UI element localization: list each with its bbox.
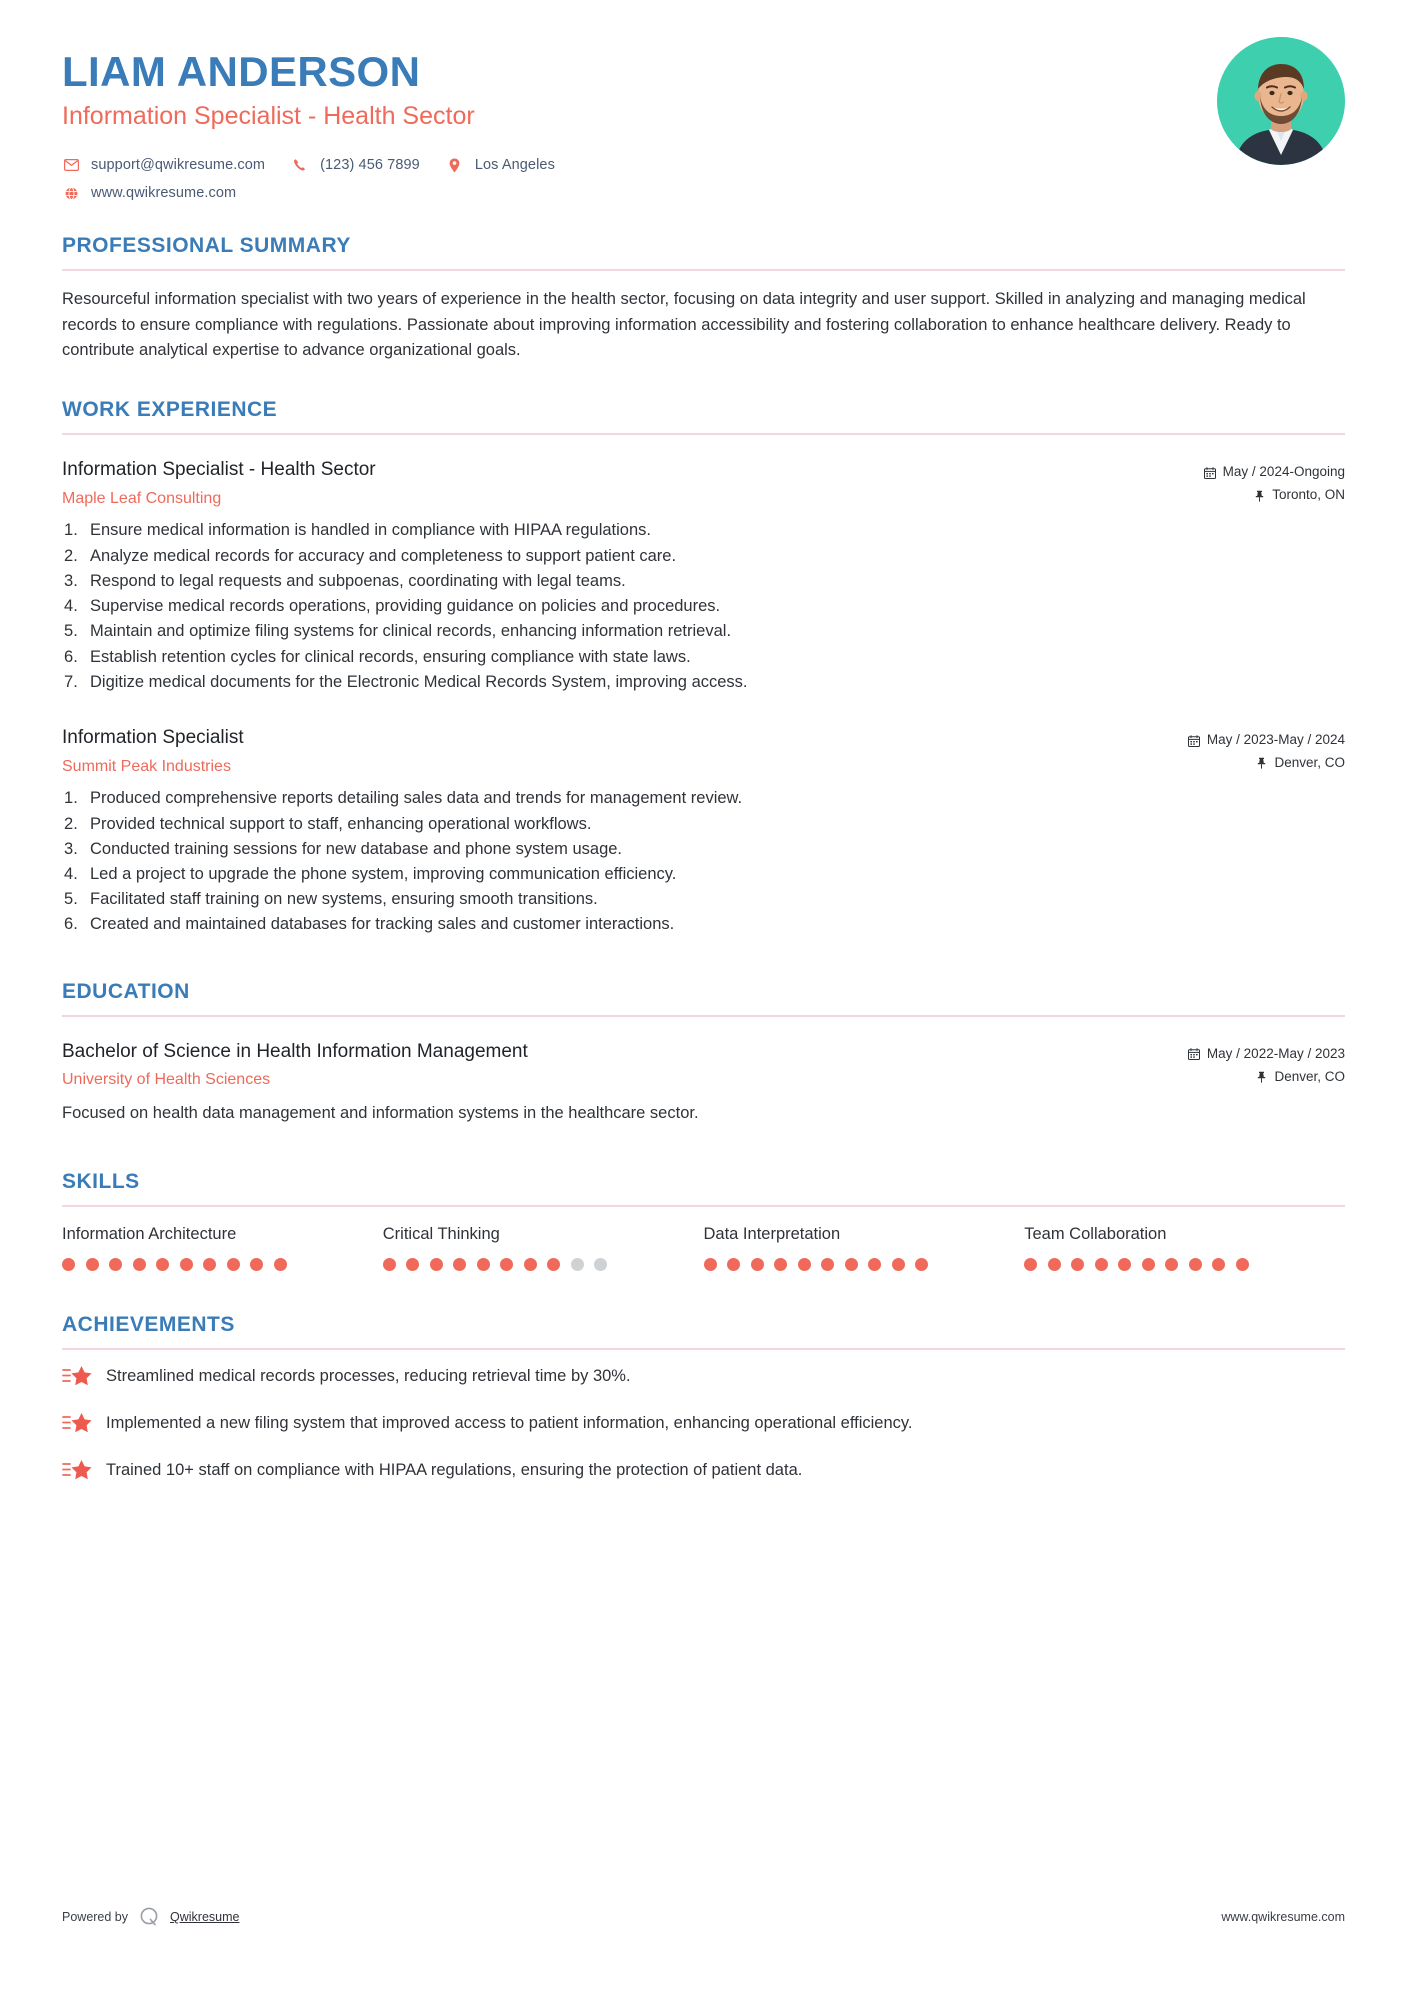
qwikresume-logo-icon: [138, 1906, 160, 1928]
resume-header: [62, 0, 1345, 200]
skill-rating: [1024, 1258, 1345, 1271]
skill-dot-filled: [1048, 1258, 1061, 1271]
bullet-item: Created and maintained databases for tracking sales and customer interactions.: [90, 915, 675, 934]
skill-dot-filled: [524, 1258, 537, 1271]
section-divider: [62, 1205, 1345, 1207]
experience-role: Information Specialist: [62, 727, 244, 749]
bullet-item: Digitize medical documents for the Electronic Medical Records System, improving access.: [90, 672, 748, 691]
skill-dot-filled: [86, 1258, 99, 1271]
bullet-item: Facilitated staff training on new systems, ensuring smooth transitions.: [90, 890, 598, 909]
job-title: Information Specialist - Health Sector: [62, 102, 475, 131]
star-icon: [62, 1411, 96, 1434]
email-icon: [62, 159, 80, 171]
contact-phone-text: (123) 456 7899: [320, 157, 420, 174]
education-entry: [62, 1039, 1345, 1126]
section-title-summary: PROFESSIONAL SUMMARY: [62, 234, 351, 257]
education-dates: [1188, 1043, 1345, 1066]
avatar: [1217, 37, 1345, 165]
skill-dot-filled: [156, 1258, 169, 1271]
skill-label: Critical Thinking: [382, 1225, 500, 1244]
skill-dot-filled: [500, 1258, 513, 1271]
experience-location: [1188, 752, 1345, 775]
skill-dot-filled: [727, 1258, 740, 1271]
skill-dot-filled: [430, 1258, 443, 1271]
contact-website[interactable]: [62, 185, 236, 201]
section-title-education: EDUCATION: [62, 979, 190, 1003]
skill-label: Data Interpretation: [703, 1225, 841, 1244]
pushpin-icon: [1256, 757, 1267, 769]
section-divider: [62, 1015, 1345, 1017]
achievement-text: Trained 10+ staff on compliance with HIPAA regulations, ensuring the protection of patient data.: [106, 1460, 803, 1479]
experience-company: Maple Leaf Consulting: [62, 489, 222, 507]
experience-dates: [1204, 461, 1345, 484]
experience-location-text: Toronto, ON: [1272, 487, 1345, 503]
bullet-item: Establish retention cycles for clinical records, ensuring compliance with state laws.: [90, 647, 691, 666]
summary-text: Resourceful information specialist with two years of experience in the health sector, focusing on data integrity and user support. Skilled in analyzing and managing medical records to ensure compliance with regulations. Passionate about improving information accessibility and fostering collaboration to enhance healthcare delivery. Ready to contribute analytical expertise to advance organizational goals.: [62, 290, 1306, 360]
skill-dot-filled: [1024, 1258, 1037, 1271]
bullet-item: Analyze medical records for accuracy and completeness to support patient care.: [90, 546, 677, 565]
achievement-text: Streamlined medical records processes, reducing retrieval time by 30%.: [106, 1367, 631, 1386]
section-title-achievements: ACHIEVEMENTS: [62, 1313, 235, 1337]
education-location-text: Denver, CO: [1274, 1068, 1345, 1084]
skill-dot-filled: [1236, 1258, 1249, 1271]
achievements-list: [62, 1364, 1345, 1482]
education-description: Focused on health data management and information systems in the healthcare sector.: [62, 1103, 699, 1122]
pushpin-icon: [1254, 490, 1265, 502]
section-divider: [62, 433, 1345, 435]
qwikresume-link[interactable]: Qwikresume: [170, 1910, 240, 1924]
achievement-text: Implemented a new filing system that improved access to patient information, enhancing operational efficiency.: [106, 1413, 913, 1432]
contact-line-2: [62, 179, 1345, 207]
bullet-item: Supervise medical records operations, providing guidance on policies and procedures.: [90, 597, 721, 616]
bullet-item: Conducted training sessions for new database and phone system usage.: [90, 839, 623, 858]
contact-phone[interactable]: [291, 157, 420, 173]
skill-dot-empty: [594, 1258, 607, 1271]
contact-info: [62, 151, 1345, 207]
skill-dot-filled: [798, 1258, 811, 1271]
skill-dot-filled: [845, 1258, 858, 1271]
skill-rating: [704, 1258, 1025, 1271]
bullet-item: Provided technical support to staff, enhancing operational workflows.: [90, 814, 592, 833]
contact-location: [446, 157, 555, 173]
powered-by-label: Powered by: [62, 1910, 129, 1924]
bullet-item: Maintain and optimize filing systems for clinical records, enhancing information retrieval.: [90, 622, 732, 641]
skill-dot-filled: [133, 1258, 146, 1271]
skill-dot-empty: [571, 1258, 584, 1271]
experience-entry: [62, 725, 1345, 938]
skill-dot-filled: [383, 1258, 396, 1271]
skill-dot-filled: [180, 1258, 193, 1271]
education-degree: Bachelor of Science in Health Information Management: [62, 1040, 528, 1062]
skill-dot-filled: [477, 1258, 490, 1271]
bullet-item: Led a project to upgrade the phone system, improving communication efficiency.: [90, 865, 677, 884]
skill-dot-filled: [868, 1258, 881, 1271]
section-divider: [62, 1348, 1345, 1350]
skill-dot-filled: [751, 1258, 764, 1271]
skill-dot-filled: [274, 1258, 287, 1271]
skill-dot-filled: [453, 1258, 466, 1271]
bullet-item: Produced comprehensive reports detailing sales data and trends for management review.: [90, 789, 743, 808]
achievement-item: [62, 1411, 1345, 1436]
skill-item: [383, 1225, 704, 1271]
skill-dot-filled: [203, 1258, 216, 1271]
bullet-item: Respond to legal requests and subpoenas, coordinating with legal teams.: [90, 571, 626, 590]
contact-website-text: www.qwikresume.com: [91, 185, 237, 202]
education-school: University of Health Sciences: [62, 1071, 271, 1089]
contact-email[interactable]: [62, 157, 265, 173]
skill-dot-filled: [1095, 1258, 1108, 1271]
star-icon: [62, 1364, 96, 1387]
skill-dot-filled: [892, 1258, 905, 1271]
pushpin-icon: [1256, 1071, 1267, 1083]
calendar-icon: [1188, 735, 1200, 747]
globe-icon: [62, 187, 80, 200]
bullet-item: Ensure medical information is handled in compliance with HIPAA regulations.: [90, 521, 651, 540]
location-pin-icon: [446, 158, 464, 173]
skill-dot-filled: [109, 1258, 122, 1271]
experience-location: [1204, 484, 1345, 507]
skill-dot-filled: [1071, 1258, 1084, 1271]
contact-location-text: Los Angeles: [474, 157, 555, 174]
skill-rating: [62, 1258, 383, 1271]
skill-dot-filled: [774, 1258, 787, 1271]
skill-dot-filled: [250, 1258, 263, 1271]
skill-item: [1024, 1225, 1345, 1271]
footer-website[interactable]: www.qwikresume.com: [1221, 1910, 1345, 1924]
star-icon: [62, 1458, 96, 1481]
skill-dot-filled: [1142, 1258, 1155, 1271]
section-skills: [62, 1170, 1345, 1271]
contact-email-text: support@qwikresume.com: [91, 157, 266, 174]
education-location: [1188, 1066, 1345, 1089]
achievement-item: [62, 1364, 1345, 1389]
page-footer: [62, 1906, 1345, 1928]
skill-dot-filled: [1189, 1258, 1202, 1271]
experience-role: Information Specialist - Health Sector: [62, 459, 376, 481]
section-education: [62, 980, 1345, 1126]
skill-rating: [383, 1258, 704, 1271]
footer-branding: [62, 1906, 239, 1928]
education-dates-text: May / 2022-May / 2023: [1206, 1045, 1345, 1061]
skill-dot-filled: [62, 1258, 75, 1271]
skill-item: [704, 1225, 1025, 1271]
page-title: LIAM ANDERSON: [62, 48, 421, 95]
section-achievements: [62, 1313, 1345, 1482]
section-title-experience: WORK EXPERIENCE: [62, 398, 278, 422]
skill-dot-filled: [915, 1258, 928, 1271]
experience-entry: [62, 457, 1345, 695]
experience-location-text: Denver, CO: [1274, 755, 1345, 771]
experience-dates-text: May / 2024-Ongoing: [1222, 464, 1345, 480]
skill-dot-filled: [1212, 1258, 1225, 1271]
experience-company: Summit Peak Industries: [62, 757, 231, 775]
skill-dot-filled: [1118, 1258, 1131, 1271]
contact-line-1: [62, 151, 1345, 179]
section-professional-summary: [62, 234, 1345, 364]
phone-icon: [291, 158, 309, 172]
experience-dates: [1188, 729, 1345, 752]
experience-bullets: [62, 786, 1345, 937]
section-title-skills: SKILLS: [62, 1170, 140, 1194]
skill-dot-filled: [1165, 1258, 1178, 1271]
calendar-icon: [1188, 1048, 1200, 1060]
achievement-item: [62, 1458, 1345, 1483]
calendar-icon: [1204, 467, 1216, 479]
skills-grid: [62, 1225, 1345, 1271]
skill-dot-filled: [547, 1258, 560, 1271]
skill-label: Team Collaboration: [1024, 1225, 1167, 1244]
skill-label: Information Architecture: [62, 1225, 237, 1244]
skill-dot-filled: [406, 1258, 419, 1271]
experience-bullets: [62, 518, 1345, 695]
skill-dot-filled: [821, 1258, 834, 1271]
skill-dot-filled: [704, 1258, 717, 1271]
experience-dates-text: May / 2023-May / 2024: [1206, 732, 1345, 748]
section-work-experience: [62, 398, 1345, 938]
skill-dot-filled: [227, 1258, 240, 1271]
skill-item: [62, 1225, 383, 1271]
section-divider: [62, 269, 1345, 271]
